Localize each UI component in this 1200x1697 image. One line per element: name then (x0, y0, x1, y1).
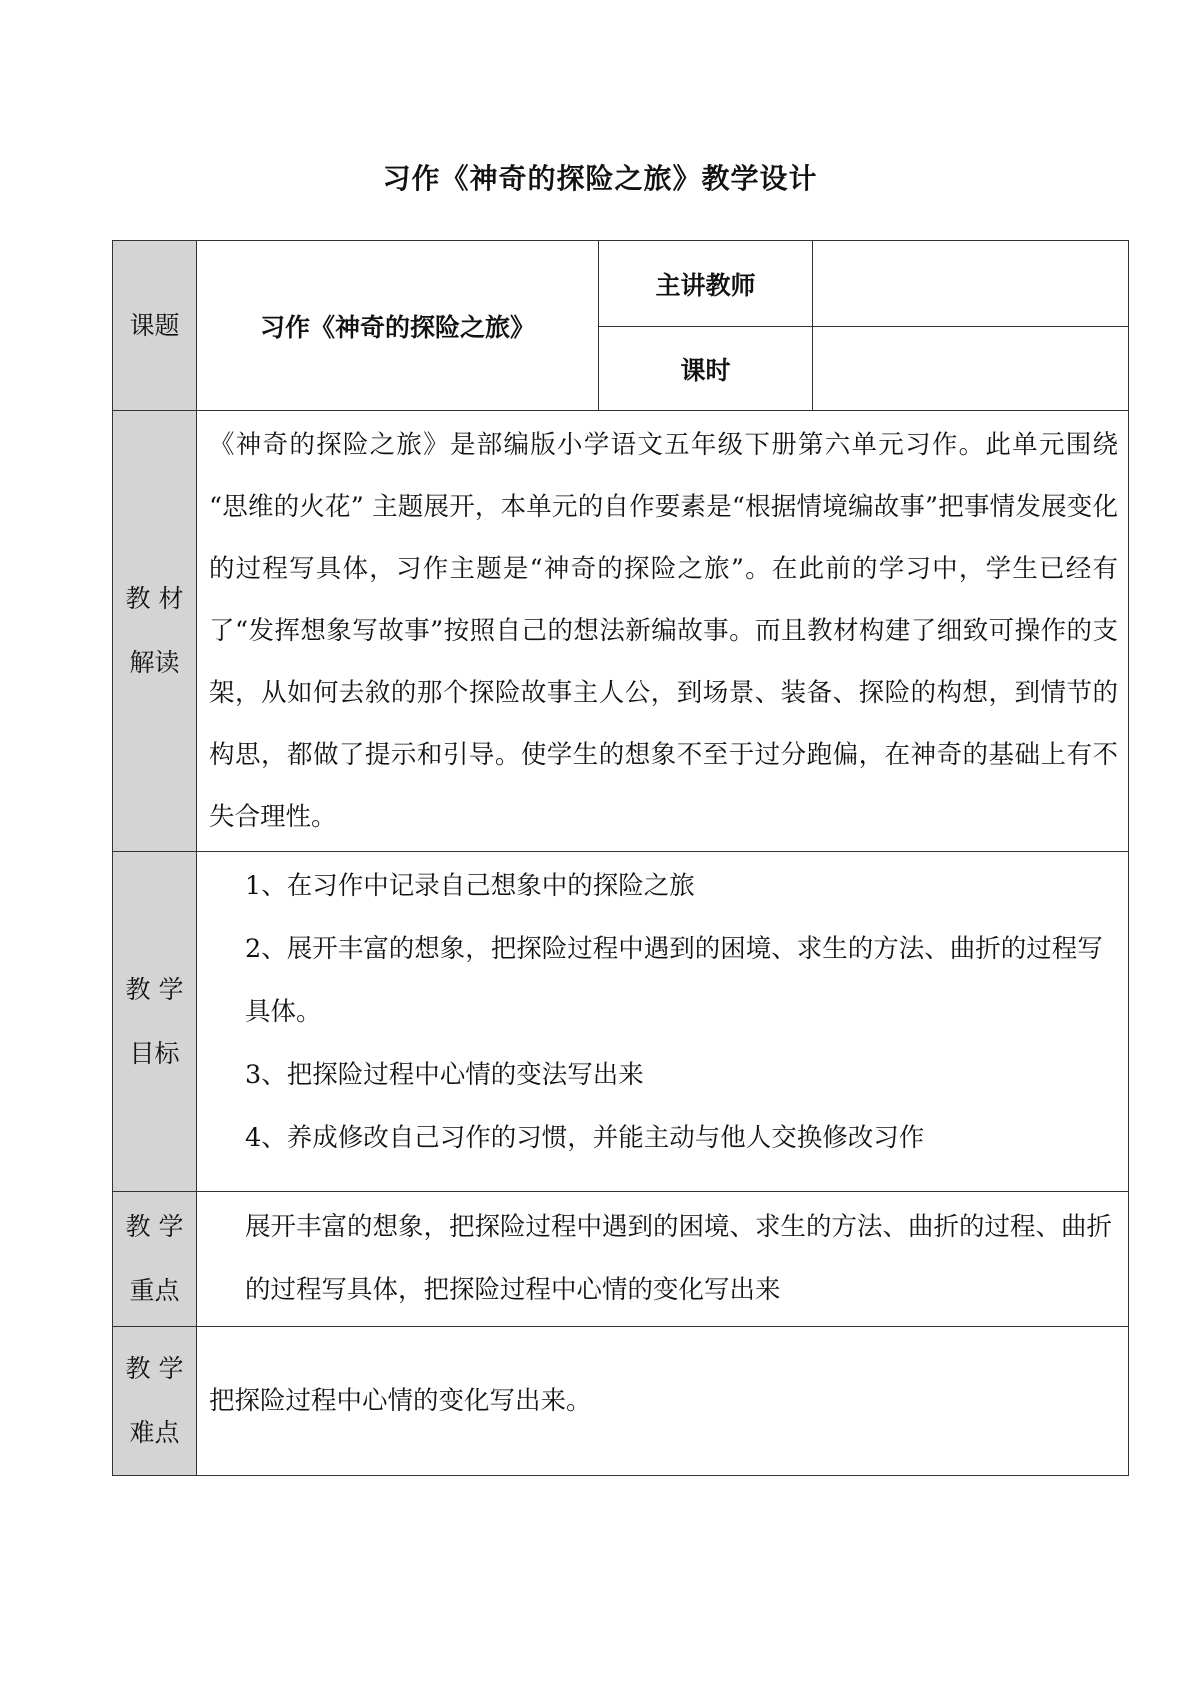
goal-item: 3、把探险过程中心情的变法写出来 (245, 1060, 644, 1090)
difficulty-label-line1: 教 学 (125, 1354, 184, 1383)
period-value-cell (813, 327, 1129, 411)
key-points-label-line2: 重点 (129, 1276, 180, 1305)
key-points-text-cell (197, 1192, 1129, 1327)
topic-label-cell (113, 241, 197, 411)
material-label-line1: 教 材 (125, 584, 184, 613)
goals-list-cell (197, 852, 1129, 1192)
table-row (113, 241, 1129, 327)
teacher-value-cell (813, 241, 1129, 327)
key-points-text: 展开丰富的想象，把探险过程中遇到的困境、求生的方法、曲折的过程、曲折的过程写具体，把探险过程中心情的变化写出来 (245, 1212, 1113, 1305)
table-row (113, 1192, 1129, 1327)
difficulty-text-cell (197, 1327, 1129, 1476)
topic-value: 习作《神奇的探险之旅》 (259, 312, 535, 342)
table-row (113, 411, 1129, 852)
table-row (113, 1327, 1129, 1476)
material-label-cell (113, 411, 197, 852)
teacher-label: 主讲教师 (655, 270, 756, 300)
material-label-line2: 解读 (129, 648, 180, 677)
goals-label-cell (113, 852, 197, 1192)
difficulty-label-line2: 难点 (129, 1418, 180, 1447)
goal-item: 2、展开丰富的想象，把探险过程中遇到的困境、求生的方法、曲折的过程写具体。 (245, 934, 1103, 1027)
difficulty-label-cell (113, 1327, 197, 1476)
table-row (113, 852, 1129, 1192)
goal-item: 1、在习作中记录自己想象中的探险之旅 (245, 871, 695, 901)
topic-label: 课题 (129, 310, 180, 340)
goal-item: 4、养成修改自己习作的习惯，并能主动与他人交换修改习作 (245, 1123, 925, 1153)
key-points-label-line1: 教 学 (125, 1212, 184, 1241)
topic-value-cell (197, 241, 599, 411)
document-title: 习作《神奇的探险之旅》教学设计 (382, 162, 818, 195)
key-points-label-cell (113, 1192, 197, 1327)
goals-label-line2: 目标 (129, 1038, 180, 1068)
difficulty-text: 把探险过程中心情的变化写出来。 (209, 1385, 592, 1416)
teacher-label-cell (599, 241, 813, 327)
material-text-cell (197, 411, 1129, 852)
material-text: 《神奇的探险之旅》是部编版小学语文五年级下册第六单元习作。此单元围绕 “思维的火花” 主题展开，本单元的自作要素是“根据情境编故事”把事情发展变化的过程写具体，习作主题是“神奇的探险之旅”。在此前的学习中，学生已经有了“发挥想象写故事”按照自己的想法新编故事。而且教材构建了细致可操作的支架，从如何去敘的那个探险故事主人公，到场景、装备、探险的构想，到情节的构思，都做了提示和引导。使学生的想象不至于过分跑偏，在神奇的基础上有不失合理性。 (209, 430, 1118, 832)
goals-label-line1: 教 学 (125, 974, 184, 1004)
period-label: 课时 (680, 355, 731, 385)
lesson-plan-table (112, 240, 1129, 1476)
period-label-cell (599, 327, 813, 411)
goals-list (245, 852, 1120, 1170)
